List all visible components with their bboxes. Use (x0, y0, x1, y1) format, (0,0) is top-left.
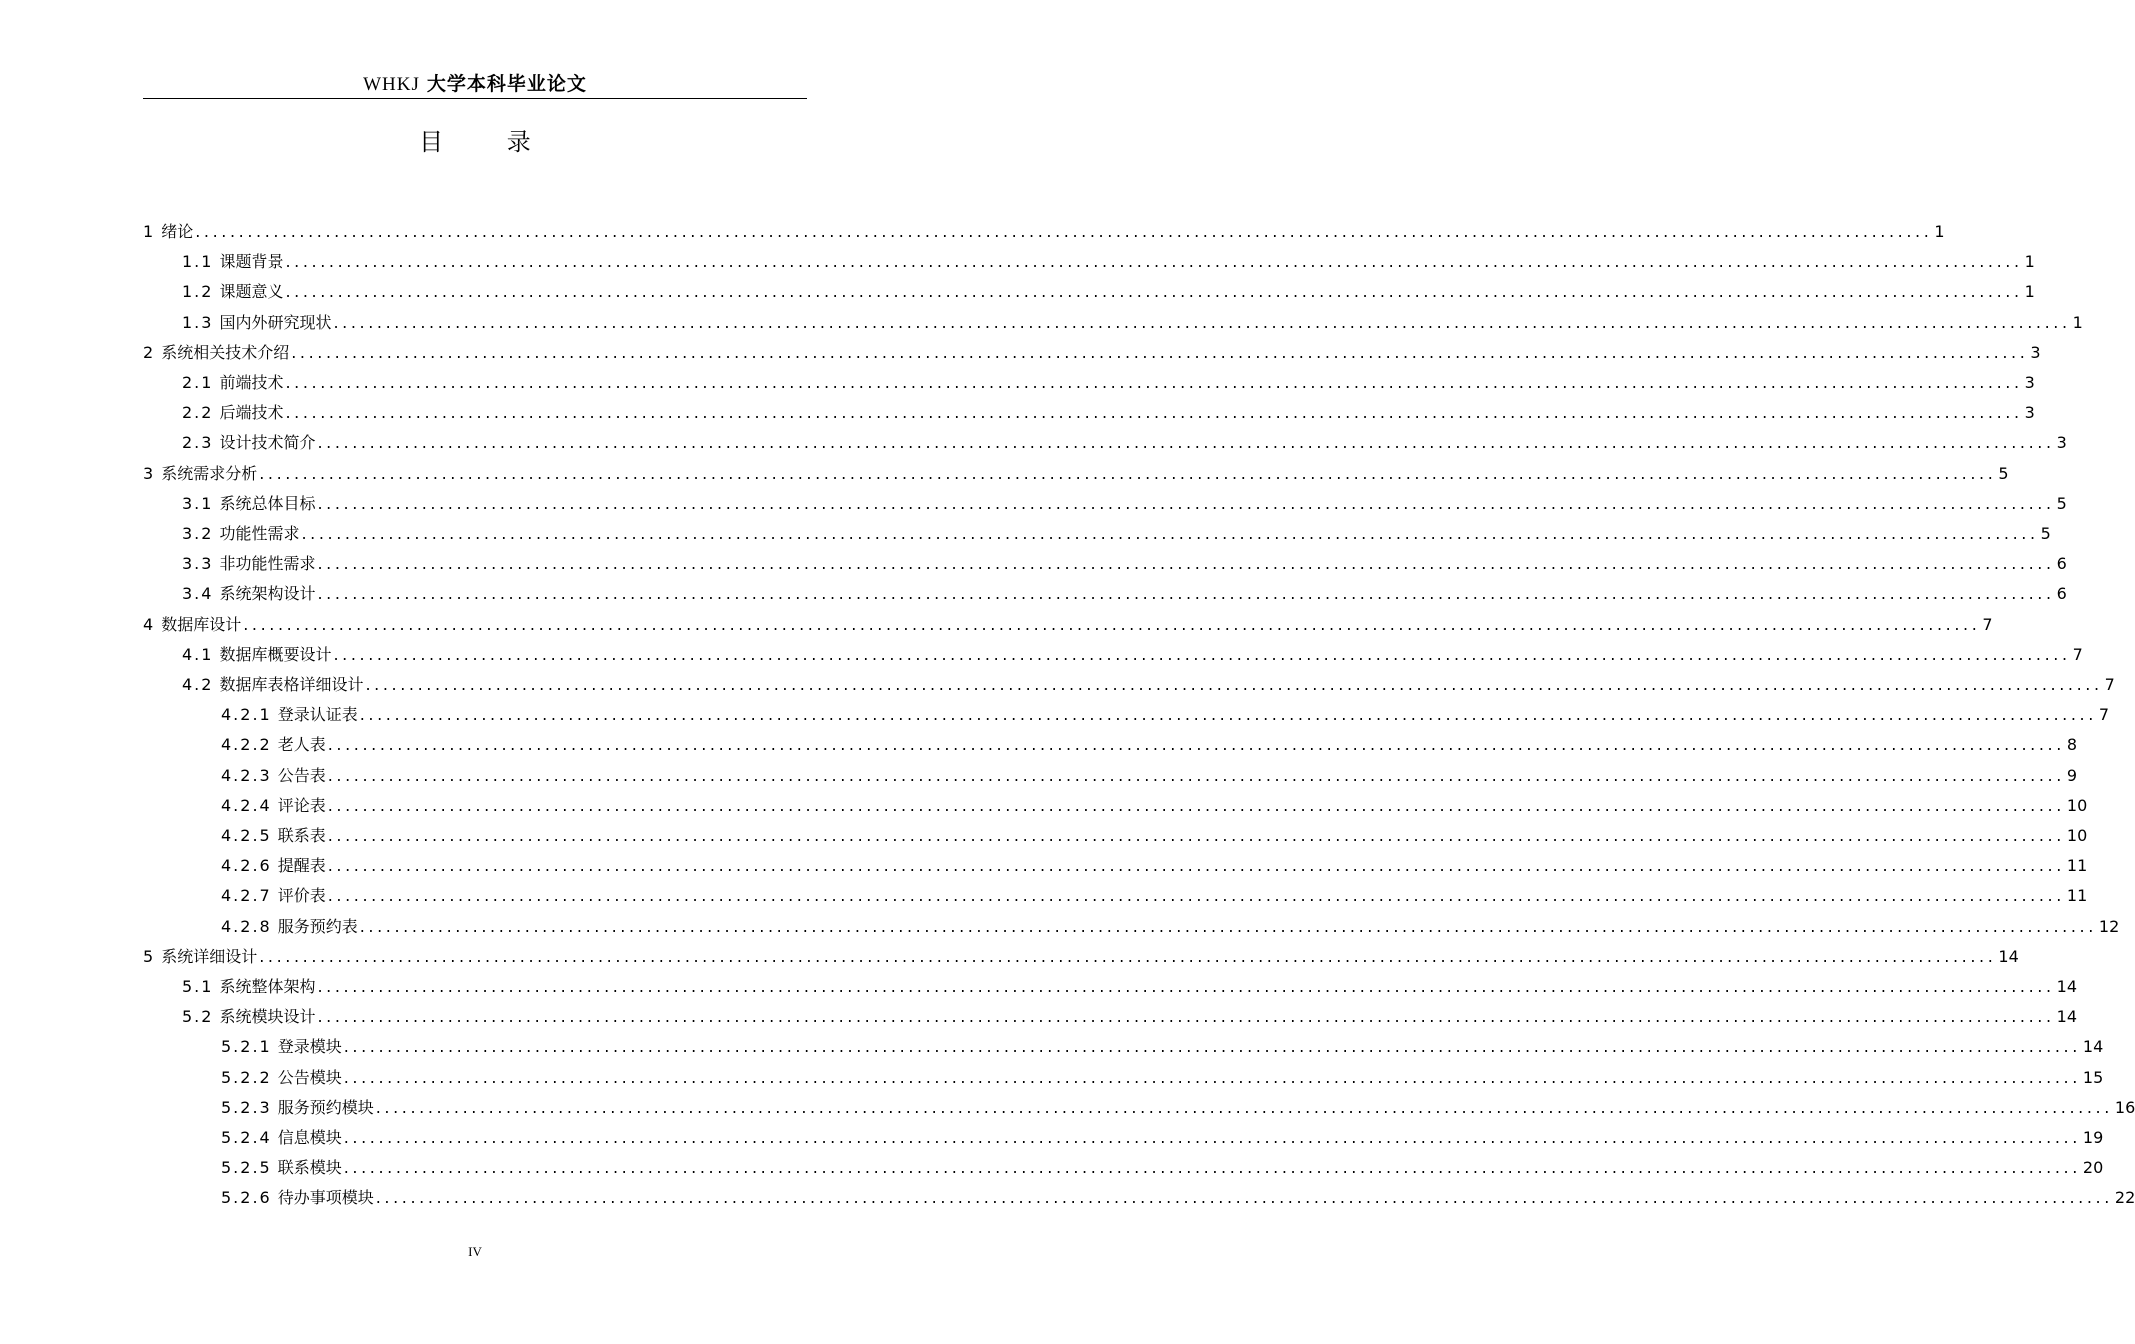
toc-entry[interactable] (182, 968, 2078, 998)
toc-entry-title: 绪论 (161, 222, 194, 241)
toc-entry-page: 14 (2082, 1037, 2104, 1057)
toc-entry-number: 4.2 (182, 675, 214, 694)
toc-entry-title: 服务预约表 (277, 916, 358, 936)
header-title (363, 73, 587, 95)
toc-entry-number: 2.3 (182, 433, 214, 453)
toc-entry[interactable] (182, 394, 2035, 424)
toc-entry-page: 1 (2072, 312, 2083, 332)
toc-entry[interactable] (221, 1149, 2104, 1179)
toc-entry-number: 3.1 (182, 493, 214, 513)
toc-entry-page: 3 (2030, 342, 2041, 362)
toc-dot-leader: ........................................................................................................................................................................................................ (285, 282, 2023, 302)
toc-entry-number: 4 (143, 614, 156, 634)
toc-dot-leader: ........................................................................................................................................................................................................ (317, 1007, 2055, 1027)
toc-entry-page: 3 (2024, 403, 2035, 423)
toc-dot-leader: ........................................................................................................................................................................................................ (327, 765, 2065, 785)
toc-entry[interactable] (182, 515, 2051, 545)
toc-entry-title: 老人表 (277, 735, 326, 755)
toc-entry[interactable] (143, 213, 1945, 243)
toc-entry-page: 6 (2056, 554, 2067, 574)
toc-dot-leader: ........................................................................................................................................................................................................ (359, 705, 2097, 725)
toc-entry[interactable] (182, 666, 2115, 696)
toc-entry-number: 5.1 (182, 977, 214, 996)
toc-entry[interactable] (221, 847, 2088, 877)
toc-entry[interactable] (221, 1089, 2135, 1119)
toc-entry[interactable] (221, 696, 2110, 726)
toc-entry-number: 1 (143, 222, 156, 241)
toc-entry-number: 5.2 (182, 1007, 214, 1027)
toc-entry-number: 3 (143, 463, 156, 483)
toc-entry[interactable] (221, 1028, 2104, 1058)
toc-entry-number: 5.2.4 (221, 1128, 272, 1147)
toc-entry[interactable] (182, 424, 2067, 454)
toc-entry-page: 15 (2082, 1067, 2104, 1087)
toc-entry-title: 系统整体架构 (219, 977, 316, 996)
toc-entry[interactable] (182, 243, 2035, 273)
toc-entry-title: 系统模块设计 (219, 1007, 316, 1027)
toc-entry[interactable] (182, 273, 2035, 303)
toc-entry-title: 联系模块 (277, 1158, 342, 1178)
toc-entry-number: 5.2.6 (221, 1188, 272, 1208)
toc-entry-title: 系统相关技术介绍 (161, 342, 290, 362)
toc-dot-leader: ........................................................................................................................................................................................................ (333, 312, 2071, 332)
toc-entry-page: 14 (2056, 1007, 2078, 1027)
toc-entry-title: 公告模块 (277, 1067, 342, 1087)
toc-entry-number: 4.2.3 (221, 765, 272, 785)
toc-entry-title: 国内外研究现状 (219, 312, 332, 332)
toc-entry[interactable] (182, 304, 2083, 334)
toc-entry-page: 16 (2114, 1097, 2135, 1117)
toc-dot-leader: ........................................................................................................................................................................................................ (285, 252, 2023, 272)
toc-entry-number: 5.2.5 (221, 1158, 272, 1178)
toc-entry-page: 1 (1934, 222, 1945, 241)
toc-entry-title: 数据库表格详细设计 (219, 675, 364, 694)
toc-entry-page: 6 (2056, 584, 2067, 604)
toc-entry-title: 登录认证表 (277, 705, 358, 725)
toc-dot-leader: ........................................................................................................................................................................................................ (285, 403, 2023, 423)
toc-entry-number: 1.2 (182, 282, 214, 302)
toc-entry[interactable] (221, 1179, 2135, 1209)
toc-entry-number: 1.1 (182, 252, 214, 272)
toc-heading: 目 录 (419, 128, 559, 156)
toc-entry[interactable] (221, 757, 2078, 787)
toc-entry-number: 4.2.7 (221, 886, 272, 906)
toc-entry-number: 2.1 (182, 373, 214, 392)
toc-entry[interactable] (143, 938, 2019, 968)
toc-entry-number: 4.2.5 (221, 826, 272, 845)
toc-entry-title: 功能性需求 (219, 524, 300, 543)
toc-entry-title: 数据库概要设计 (219, 644, 332, 664)
toc-entry-page: 22 (2114, 1188, 2135, 1208)
toc-entry[interactable] (182, 485, 2067, 515)
toc-dot-leader: ........................................................................................................................................................................................................ (291, 342, 2029, 362)
toc-entry-title: 服务预约模块 (277, 1097, 374, 1117)
toc-entry-page: 11 (2066, 886, 2088, 906)
toc-entry-page: 19 (2082, 1128, 2104, 1147)
toc-entry-page: 7 (2072, 644, 2083, 664)
toc-entry-page: 7 (2104, 675, 2115, 694)
toc-entry-number: 3.4 (182, 584, 214, 604)
toc-entry[interactable] (182, 636, 2083, 666)
toc-entry[interactable] (221, 908, 2120, 938)
toc-entry-number: 3.2 (182, 524, 214, 543)
toc-entry-page: 1 (2024, 282, 2035, 302)
toc-entry-title: 数据库设计 (161, 614, 242, 634)
toc-entry-title: 系统详细设计 (161, 946, 258, 966)
toc-dot-leader: ........................................................................................................................................................................................................ (317, 584, 2055, 604)
toc-entry[interactable] (221, 1119, 2104, 1149)
toc-entry-number: 4.2.6 (221, 856, 272, 876)
toc-entry-title: 联系表 (277, 826, 326, 845)
toc-entry-title: 后端技术 (219, 403, 284, 423)
toc-entry-title: 课题意义 (219, 282, 284, 302)
toc-entry-title: 公告表 (277, 765, 326, 785)
page-number: IV (468, 1244, 482, 1259)
toc-entry[interactable] (221, 726, 2078, 756)
toc-entry-number: 4.2.2 (221, 735, 272, 755)
toc-entry-title: 评价表 (277, 886, 326, 906)
toc-entry-title: 课题背景 (219, 252, 284, 272)
toc-dot-leader: ........................................................................................................................................................................................................ (365, 675, 2103, 694)
toc-dot-leader: ........................................................................................................................................................................................................ (343, 1037, 2081, 1057)
toc-dot-leader: ........................................................................................................................................................................................................ (317, 554, 2055, 574)
toc-entry[interactable] (143, 606, 1993, 636)
toc-entry-title: 提醒表 (277, 856, 326, 876)
toc-entry-number: 4.1 (182, 644, 214, 664)
toc-entry-page: 14 (2056, 977, 2078, 996)
toc-entry[interactable] (182, 364, 2035, 394)
toc-entry[interactable] (221, 1059, 2104, 1089)
toc-entry[interactable] (182, 575, 2067, 605)
toc-entry-page: 20 (2082, 1158, 2104, 1178)
toc-entry-title: 系统架构设计 (219, 584, 316, 604)
toc-dot-leader: ........................................................................................................................................................................................................ (327, 795, 2065, 815)
toc-entry-page: 10 (2066, 826, 2088, 845)
toc-entry-page: 7 (2098, 705, 2110, 725)
toc-entry-number: 4.2.8 (221, 916, 272, 936)
toc-dot-leader: ........................................................................................................................................................................................................ (359, 916, 2097, 936)
toc-dot-leader: ........................................................................................................................................................................................................ (317, 433, 2055, 453)
toc-entry-title: 评论表 (277, 795, 326, 815)
toc-dot-leader: ........................................................................................................................................................................................................ (375, 1097, 2113, 1117)
toc-entry-page: 5 (2056, 493, 2067, 513)
toc-entry-page: 7 (1982, 614, 1993, 634)
toc-entry-title: 登录模块 (277, 1037, 342, 1057)
toc-dot-leader: ........................................................................................................................................................................................................ (285, 373, 2023, 392)
toc-dot-leader: ........................................................................................................................................................................................................ (343, 1158, 2081, 1178)
toc-entry-page: 11 (2066, 856, 2088, 876)
toc-entry-title: 待办事项模块 (277, 1188, 374, 1208)
toc-dot-leader: ........................................................................................................................................................................................................ (259, 946, 1997, 966)
toc-dot-leader: ........................................................................................................................................................................................................ (327, 856, 2065, 876)
header-school-abbrev: WHKJ (363, 74, 420, 95)
toc-entry-title: 设计技术简介 (219, 433, 316, 453)
toc-entry-number: 5.2.1 (221, 1037, 272, 1057)
page-header (143, 66, 807, 99)
toc-entry-page: 8 (2066, 735, 2078, 755)
toc-dot-leader: ........................................................................................................................................................................................................ (243, 614, 1981, 634)
toc-entry-page: 9 (2066, 765, 2078, 785)
toc-entry[interactable] (221, 817, 2088, 847)
toc-dot-leader: ........................................................................................................................................................................................................ (195, 222, 1933, 241)
toc-entry-number: 5 (143, 946, 156, 966)
toc-entry[interactable] (182, 545, 2067, 575)
toc-dot-leader: ........................................................................................................................................................................................................ (301, 524, 2039, 543)
toc-dot-leader: ........................................................................................................................................................................................................ (375, 1188, 2113, 1208)
toc-entry-number: 4.2.1 (221, 705, 272, 725)
toc-dot-leader: ........................................................................................................................................................................................................ (317, 493, 2055, 513)
toc-dot-leader: ........................................................................................................................................................................................................ (343, 1067, 2081, 1087)
toc-entry-page: 3 (2024, 373, 2035, 392)
toc-entry[interactable] (182, 998, 2078, 1028)
toc-entry-number: 1.3 (182, 312, 214, 332)
toc-entry-page: 5 (1998, 463, 2009, 483)
toc-entry-title: 系统需求分析 (161, 463, 258, 483)
toc-entry-title: 非功能性需求 (219, 554, 316, 574)
toc-entry-number: 4.2.4 (221, 795, 272, 815)
toc-dot-leader: ........................................................................................................................................................................................................ (327, 886, 2065, 906)
toc-entry-page: 12 (2098, 916, 2120, 936)
toc-entry-page: 14 (1998, 946, 2019, 966)
toc-entry[interactable] (221, 787, 2088, 817)
toc-dot-leader: ........................................................................................................................................................................................................ (333, 644, 2071, 664)
toc-entry-number: 5.2.3 (221, 1097, 272, 1117)
toc-entry-number: 3.3 (182, 554, 214, 574)
toc-entry[interactable] (143, 334, 2041, 364)
toc-entry-title: 系统总体目标 (219, 493, 316, 513)
toc-entry-page: 1 (2024, 252, 2035, 272)
toc-dot-leader: ........................................................................................................................................................................................................ (343, 1128, 2081, 1147)
toc-dot-leader: ........................................................................................................................................................................................................ (327, 735, 2065, 755)
toc-entry[interactable] (143, 455, 2009, 485)
toc-entry-number: 5.2.2 (221, 1067, 272, 1087)
toc-entry-number: 2 (143, 342, 156, 362)
toc-entry[interactable] (221, 877, 2088, 907)
toc-entry-number: 2.2 (182, 403, 214, 423)
toc-entry-title: 信息模块 (277, 1128, 342, 1147)
toc-dot-leader: ........................................................................................................................................................................................................ (259, 463, 1997, 483)
toc-dot-leader: ........................................................................................................................................................................................................ (317, 977, 2055, 996)
toc-entry-page: 10 (2066, 795, 2088, 815)
toc-entry-title: 前端技术 (219, 373, 284, 392)
toc-dot-leader: ........................................................................................................................................................................................................ (327, 826, 2065, 845)
header-document-type: 大学本科毕业论文 (426, 73, 587, 95)
toc-entry-page: 5 (2040, 524, 2051, 543)
toc-entry-page: 3 (2056, 433, 2067, 453)
